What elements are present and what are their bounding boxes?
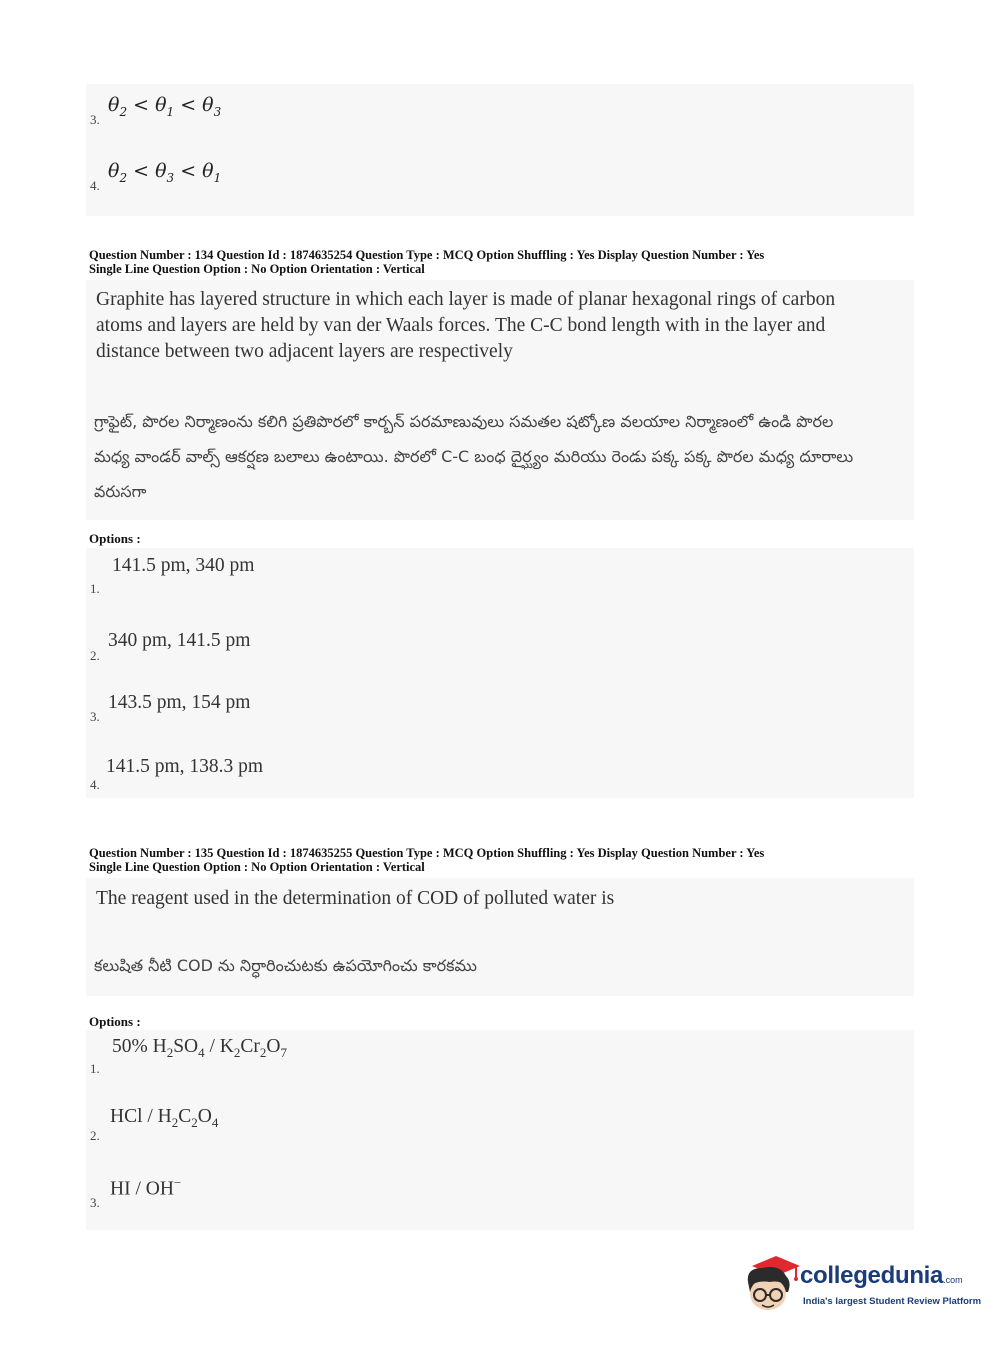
option-expression: $\theta_2 < \theta_1 < \theta_3$ [108, 94, 222, 119]
option-number: 4. [90, 178, 100, 193]
option-number: 3. [90, 1195, 100, 1210]
option-formula: HCl / $H_2C_2O_4$ [110, 1106, 219, 1130]
question-text-telugu: గ్రాఫైట్, పొరల నిర్మాణంను కలిగి ప్రతిపొరలో కార్బన్ పరమాణువులు సమతల షట్కోణ వలయాల నిర్మాణంలో ఉండి పొరల మధ్య వాండర్ వాల్స్ ఆకర్షణ బలాలు ఉంటాయి. పొరలో C-C బంధ దైర్ఘ్యం మరియు రెండు పక్క పక్క పొరల మధ్య దూరాలు వరుసగా [94, 412, 854, 501]
option-formula: HI / OH− [110, 1175, 182, 1200]
option-number: 2. [90, 648, 100, 663]
mascot-icon [740, 1252, 802, 1316]
brand-suffix: .com [943, 1275, 963, 1285]
options-label: Options : [89, 531, 141, 546]
brand-name: collegedunia [800, 1262, 944, 1289]
option-number: 4. [90, 777, 100, 792]
question-meta-line: Question Number : 135 Question Id : 1874635255 Question Type : MCQ Option Shuffling : Yes Display Question Number : Yes [89, 846, 765, 860]
question-meta-line: Question Number : 134 Question Id : 1874635254 Question Type : MCQ Option Shuffling : Yes Display Question Number : Yes [89, 248, 765, 262]
option-formula: 50% $H_2SO_4 / K_2Cr_2O_7$ [112, 1036, 287, 1060]
option-number: 3. [90, 709, 100, 724]
question-text-english: The reagent used in the determination of COD of polluted water is [96, 888, 615, 909]
options-label: Options : [89, 1014, 141, 1029]
option-text: 141.5 pm, 340 pm [112, 555, 255, 576]
option-expression: $\theta_2 < \theta_3 < \theta_1$ [108, 160, 222, 185]
option-number: 1. [90, 1061, 100, 1076]
question-text-telugu: కలుషిత నీటి COD ను నిర్ధారించుటకు ఉపయోగించు కారకము [94, 956, 477, 975]
question-meta-line: Single Line Question Option : No Option Orientation : Vertical [89, 860, 425, 874]
option-number: 2. [90, 1128, 100, 1143]
brand-tagline: India's largest Student Review Platform [803, 1296, 982, 1307]
option-text: 340 pm, 141.5 pm [108, 630, 251, 651]
option-number: 1. [90, 581, 100, 596]
collegedunia-logo [740, 1252, 982, 1316]
option-text: 143.5 pm, 154 pm [108, 692, 251, 713]
question-meta-line: Single Line Question Option : No Option Orientation : Vertical [89, 262, 425, 276]
question-text-english: Graphite has layered structure in which each layer is made of planar hexagonal rings of carbon atoms and layers are held by van der Waals forces. The C-C bond length with in the layer and distance between two adjacent layers are respectively [96, 289, 836, 362]
option-number: 3. [90, 112, 100, 127]
option-text: 141.5 pm, 138.3 pm [106, 756, 264, 777]
